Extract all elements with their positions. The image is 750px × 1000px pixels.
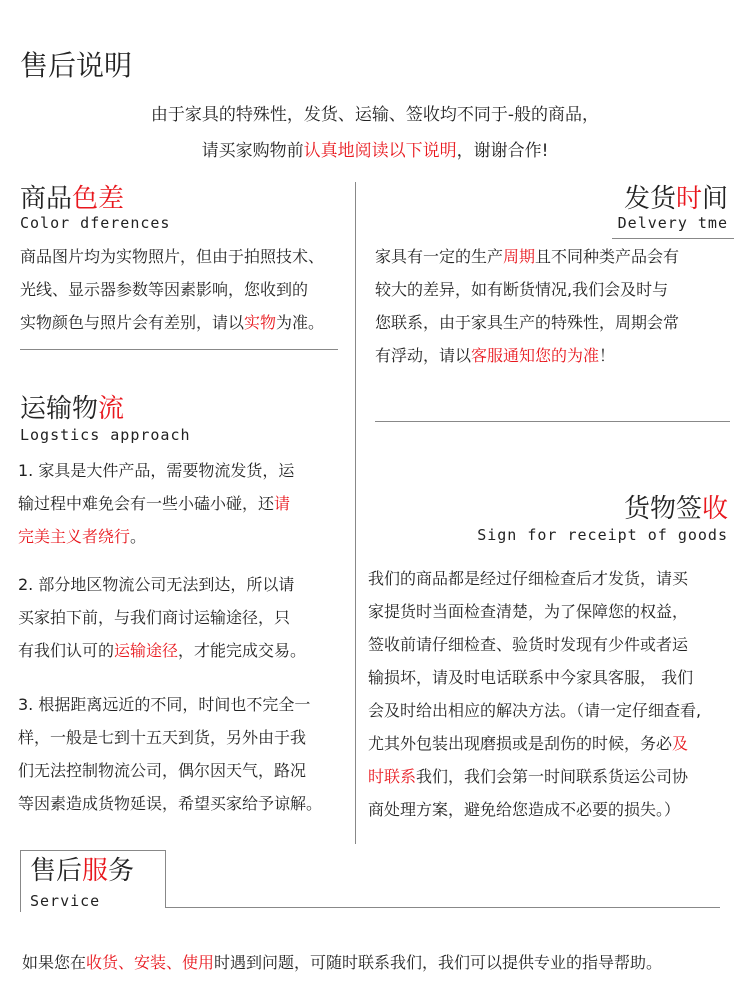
logistics-subtitle: Logstics approach (20, 426, 191, 444)
page-title: 售后说明 (20, 49, 133, 82)
color-paragraph: 商品图片均为实物照片，但由于拍照技术、 光线、显示器参数等因素影响，您收到的 实物颜色与照片会有差别，请以实物为准。 (20, 247, 325, 332)
intro-line-1: 由于家具的特殊性，发货、运输、签收均不同于-般的商品， (150, 105, 600, 125)
logistics-heading: 运输物流 (20, 394, 125, 424)
color-heading: 商品色差 (20, 184, 125, 214)
intro-line-2: 请买家购物前认真地阅读以下说明，谢谢合作! (201, 141, 549, 161)
service-footer-text: 如果您在收货、安装、使用时遇到问题，可随时联系我们，我们可以提供专业的指导帮助。 (22, 953, 663, 972)
service-frame-right (165, 850, 166, 908)
service-divider (165, 907, 720, 908)
intro-highlight: 认真地阅读以下说明 (303, 141, 457, 161)
vertical-divider (355, 182, 356, 844)
delivery-paragraph: 家具有一定的生产周期且不同种类产品会有 较大的差异，如有断货情况,我们会及时与 您联系，由于家具生产的特殊性，周期会常 有浮动，请以客服通知您的为准！ (375, 247, 680, 365)
delivery-underline (612, 238, 734, 239)
delivery-heading: 发货时间 (623, 184, 728, 214)
logistics-point-1: 1. 家具是大件产品，需要物流发货，运 输过程中难免会有一些小磕小碰，还请 完美主义者绕行。 (18, 461, 295, 546)
logistics-point-2: 2. 部分地区物流公司无法到达，所以请 买家拍下前，与我们商讨运输途径，只 有我们认可的运输途径，才能完成交易。 (18, 575, 307, 660)
delivery-subtitle: Delvery tme (617, 214, 728, 232)
delivery-divider (375, 421, 730, 422)
service-frame-left (20, 850, 21, 912)
logistics-point-3: 3. 根据距离远近的不同，时间也不完全一 样，一般是七到十五天到货，另外由于我 们无法控制物流公司，偶尔因天气，路况 等因素造成货物延误，希望买家给予谅解。 (18, 695, 323, 813)
receipt-heading: 货物签收 (623, 494, 728, 524)
color-subtitle: Color dferences (20, 214, 171, 232)
service-heading: 售后服务 (30, 856, 135, 886)
receipt-subtitle: Sign for receipt of goods (477, 526, 728, 544)
service-subtitle: Service (30, 892, 101, 910)
color-divider (20, 349, 338, 350)
receipt-paragraph: 我们的商品都是经过仔细检查后才发货，请买 家提货时当面检查清楚，为了保障您的权益， 签收前请仔细检查、验货时发现有少件或者运 输损坏，请及时电话联系中今家具客服， 我们 会及时给出相应的解决方法。（请一定仔细查看, 尤其外包装出现磨损或是刮伤的时候，务必及 时联系我们，我们会第一时间联系货运公司协 商处理方案，避免给您造成不必要的损失。） (368, 569, 702, 819)
